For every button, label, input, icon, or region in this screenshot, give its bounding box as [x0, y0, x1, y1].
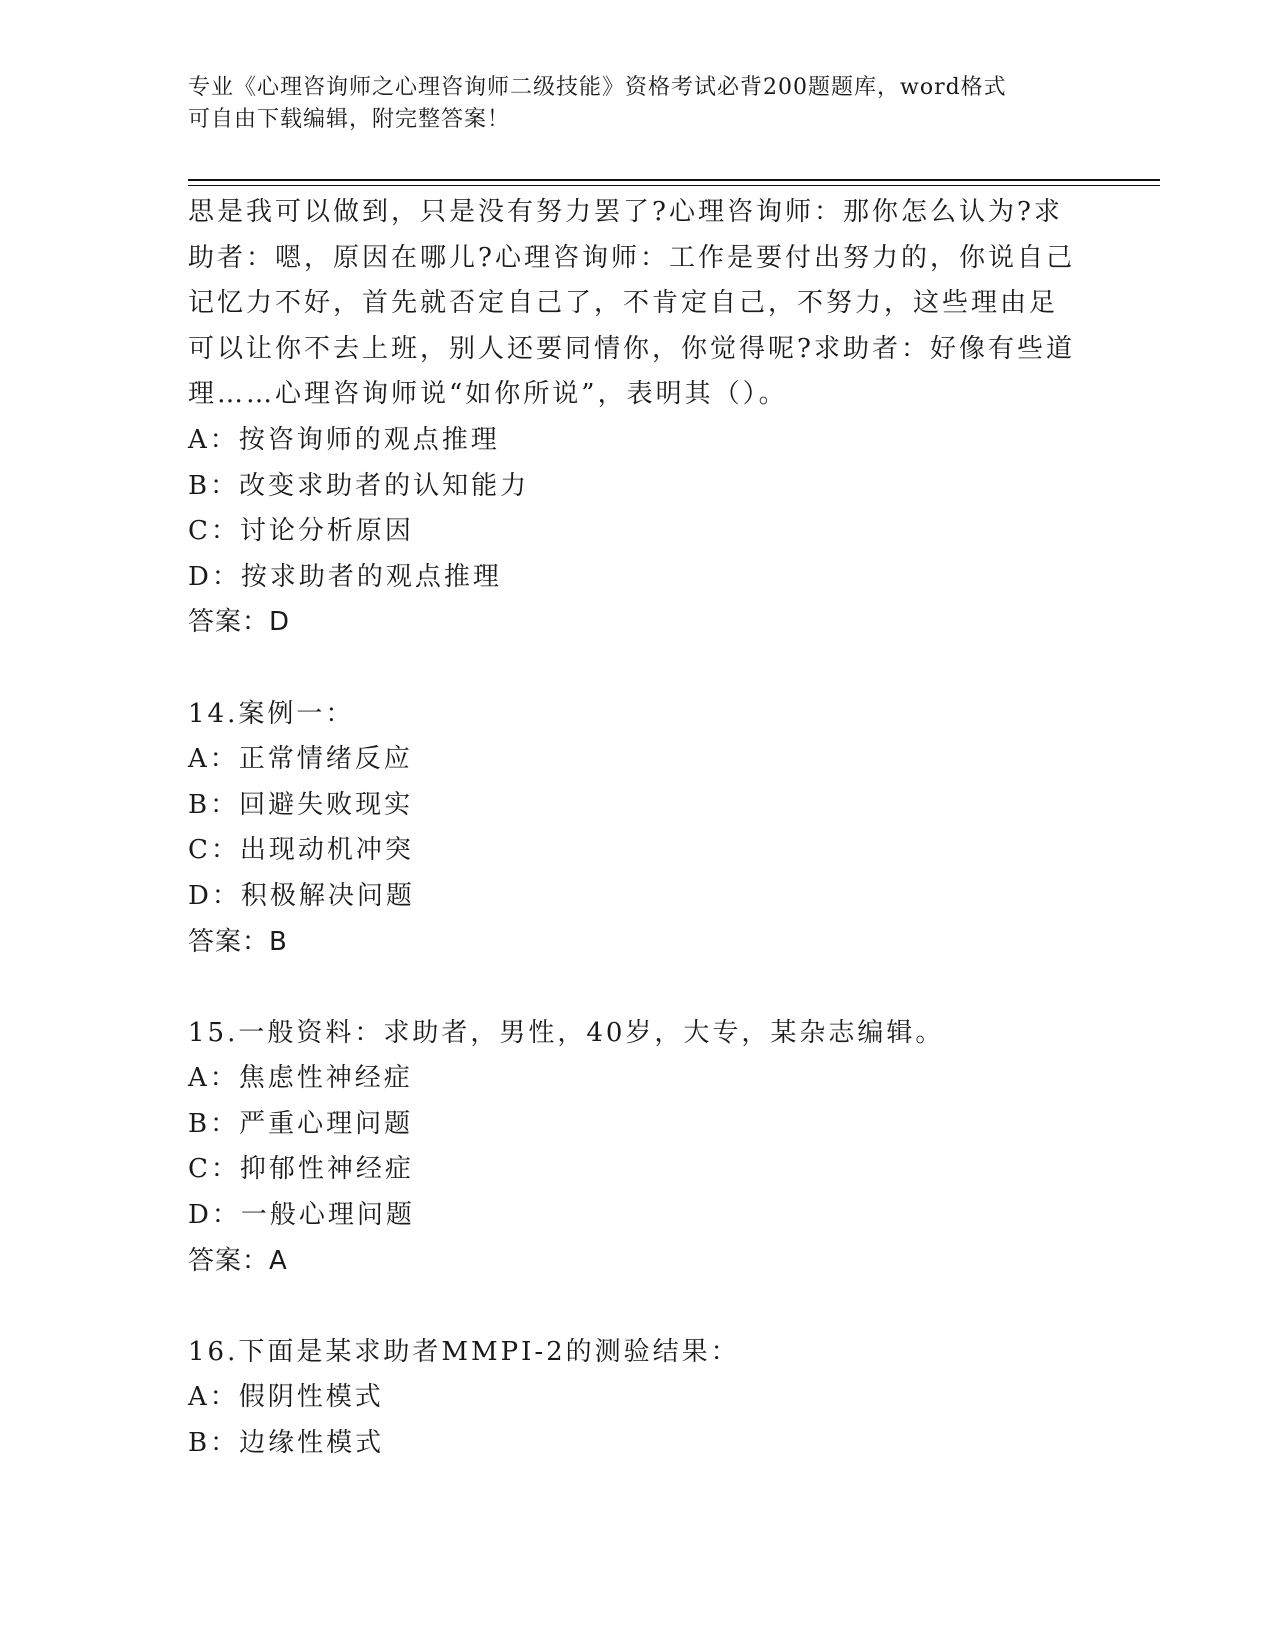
question-16 [188, 1330, 1088, 1467]
option-b: B：改变求助者的认知能力 [188, 470, 530, 501]
spacer [188, 965, 1088, 1011]
question-14 [188, 692, 1088, 966]
option-a: A：正常情绪反应 [188, 744, 413, 775]
question-text-line: 记忆力不好，首先就否定自己了，不肯定自己，不努力，这些理由足 [188, 288, 1059, 319]
option-c: C：出现动机冲突 [188, 835, 414, 866]
question-title: 15.一般资料：求助者，男性，40岁，大专，某杂志编辑。 [188, 1017, 945, 1048]
header-title-line-1: 专业《心理咨询师之心理咨询师二级技能》资格考试必背200题题库，word格式 [188, 75, 1007, 100]
option-b: B：严重心理问题 [188, 1108, 414, 1139]
header-title-line-2: 可自由下载编辑，附完整答案！ [188, 107, 511, 132]
answer: 答案：A [188, 1245, 288, 1276]
option-a: A：假阴性模式 [188, 1382, 384, 1413]
option-c: C：抑郁性神经症 [188, 1154, 414, 1185]
question-15 [188, 1011, 1088, 1285]
answer: 答案：D [188, 607, 291, 638]
question-text-line: 可以让你不去上班，别人还要同情你，你觉得呢?求助者：好像有些道 [188, 333, 1075, 364]
question-text-line: 思是我可以做到，只是没有努力罢了?心理咨询师：那你怎么认为?求 [188, 197, 1063, 227]
spacer [188, 1284, 1088, 1330]
option-a: A：按咨询师的观点推理 [188, 424, 500, 455]
question-text-line: 理……心理咨询师说“如你所说”，表明其（）。 [188, 379, 788, 410]
question-13 [188, 190, 1088, 646]
header-rule-thin [188, 185, 1160, 186]
option-d: D：一般心理问题 [188, 1200, 415, 1231]
document-body [188, 190, 1088, 1467]
header-rule-thick [188, 179, 1160, 181]
option-a: A：焦虑性神经症 [188, 1063, 413, 1094]
spacer [188, 646, 1088, 692]
option-d: D：积极解决问题 [188, 880, 415, 911]
option-c: C：讨论分析原因 [188, 516, 414, 547]
question-title: 14.案例一： [188, 698, 355, 729]
answer: 答案：B [188, 926, 288, 957]
option-d: D：按求助者的观点推理 [188, 561, 502, 592]
option-b: B：边缘性模式 [188, 1428, 385, 1459]
question-title: 16.下面是某求助者MMPI-2的测验结果： [188, 1336, 740, 1367]
document-header [188, 72, 1088, 136]
option-b: B：回避失败现实 [188, 789, 414, 820]
question-text-line: 助者：嗯，原因在哪儿?心理咨询师：工作是要付出努力的，你说自己 [188, 242, 1075, 273]
